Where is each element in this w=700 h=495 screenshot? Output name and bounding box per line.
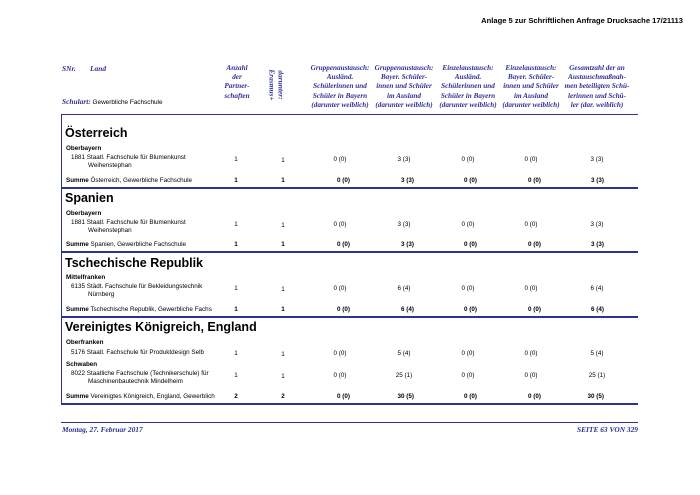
header-divider: [61, 114, 638, 115]
schulart-label: Schulart:: [62, 97, 91, 106]
school-name-line: 5176 Staatl. Fachschule für Produktdesign Selb: [71, 349, 205, 356]
cell-group-out: 3 (3): [397, 221, 411, 228]
header-line: Schüler in Bayern: [440, 91, 496, 100]
cell-group-out: 3 (3): [397, 156, 411, 163]
header-line: im Ausland: [514, 91, 548, 100]
header-land: Land: [90, 64, 107, 73]
cell-total: 3 (3): [590, 221, 604, 228]
cell-single-in: 0 (0): [461, 221, 475, 228]
header-line: Schülerinnen und: [313, 82, 367, 91]
header-line: innen und Schüler: [376, 82, 432, 91]
summe-text: Spanien, Gewerbliche Fachschule: [90, 241, 187, 248]
summe-group-out: 30 (5): [397, 393, 414, 400]
cell-erasmus: 1: [281, 286, 285, 293]
header-line: Ausländ.: [454, 73, 482, 82]
cell-anzahl: 1: [234, 285, 238, 292]
summe-group-out: 3 (3): [401, 241, 414, 248]
country-heading: Spanien: [65, 191, 114, 205]
summe-single-in: 0 (0): [464, 306, 477, 313]
school-name-line: Maschinenbautechnik Mindelheim: [88, 377, 183, 385]
summe-word: Summe: [66, 241, 89, 248]
region-label: Oberbayern: [66, 145, 102, 152]
header-line: Einzelaustausch:: [505, 64, 557, 72]
summe-single-out: 0 (0): [528, 177, 541, 184]
header-erasmus-line: Erasmus+: [268, 69, 277, 101]
header-line: Bayer. Schüler-: [507, 73, 555, 82]
cell-single-in: 0 (0): [461, 350, 475, 357]
cell-total: 3 (3): [590, 156, 604, 163]
school-name: [71, 154, 186, 169]
header-line: Schülerinnen und: [441, 82, 495, 91]
summe-total: 3 (3): [591, 177, 604, 184]
document-reference: Anlage 5 zur Schriftlichen Anfrage Drucksache 17/21113: [481, 16, 683, 25]
header-anzahl-line: schaften: [224, 91, 250, 100]
header-line: Ausländ.: [326, 73, 354, 82]
country-heading: Vereinigtes Königreich, England: [65, 320, 257, 334]
country-heading: Tschechische Republik: [65, 256, 204, 270]
header-schulart: [62, 97, 163, 106]
summe-single-in: 0 (0): [464, 241, 477, 248]
school-name: [71, 349, 204, 357]
school-name: [71, 370, 209, 385]
school-name-line: 6135 Städt. Fachschule für Bekleidungstechnik: [71, 283, 203, 290]
summe-total: 6 (4): [591, 306, 604, 313]
schulart-value: Gewerbliche Fachschule: [92, 99, 163, 106]
region-label: Schwaben: [66, 361, 98, 368]
summe-erasmus: 2: [281, 393, 285, 400]
cell-erasmus: 1: [281, 373, 285, 380]
section-divider: [61, 187, 638, 189]
summe-single-in: 0 (0): [464, 393, 477, 400]
header-line: innen und Schüler: [503, 82, 559, 91]
summe-group-in: 0 (0): [337, 241, 350, 248]
summe-total: 3 (3): [591, 241, 604, 248]
cell-anzahl: 1: [234, 221, 238, 228]
footer-page-number: SEITE 63 VON 329: [577, 425, 638, 434]
header-erasmus-line: darunter:: [276, 70, 286, 100]
region-label: Mittelfranken: [66, 274, 106, 281]
header-col-single-in: [434, 64, 502, 110]
header-line: ler (dar. weiblich): [570, 100, 624, 109]
school-name-line: Nürnberg: [88, 290, 115, 298]
school-name-line: 1881 Staatl. Fachschule für Blumenkunst: [71, 154, 186, 161]
summe-label: [66, 241, 186, 248]
summe-single-out: 0 (0): [528, 306, 541, 313]
summe-label: [66, 393, 215, 400]
summe-total: 30 (5): [587, 393, 604, 400]
cell-erasmus: 1: [281, 157, 285, 164]
header-snr: SNr.: [62, 64, 76, 73]
cell-total: 6 (4): [590, 285, 604, 292]
summe-anzahl: 1: [234, 306, 238, 313]
cell-total: 5 (4): [590, 350, 604, 357]
section-divider: [61, 251, 638, 253]
header-col-total: [560, 64, 634, 110]
summe-group-in: 0 (0): [337, 306, 350, 313]
cell-group-out: 6 (4): [397, 285, 411, 292]
summe-group-in: 0 (0): [337, 393, 350, 400]
header-anzahl-line: Anzahl: [226, 64, 248, 72]
school-name: [71, 283, 202, 298]
header-line: (darunter weiblich): [375, 100, 433, 109]
school-name-line: Weihenstephan: [88, 161, 132, 169]
summe-erasmus: 1: [281, 241, 285, 248]
header-col-group-in: [306, 64, 374, 110]
cell-single-out: 0 (0): [524, 285, 538, 292]
cell-erasmus: 1: [281, 351, 285, 358]
summe-anzahl: 1: [234, 177, 238, 184]
header-erasmus: [267, 69, 284, 100]
cell-anzahl: 1: [234, 350, 238, 357]
summe-single-in: 0 (0): [464, 177, 477, 184]
cell-anzahl: 1: [234, 156, 238, 163]
cell-single-out: 0 (0): [524, 350, 538, 357]
summe-word: Summe: [66, 177, 89, 184]
cell-single-out: 0 (0): [524, 372, 538, 379]
summe-erasmus: 1: [281, 177, 285, 184]
cell-erasmus: 1: [281, 222, 285, 229]
cell-group-out: 5 (4): [397, 350, 411, 357]
cell-group-in: 0 (0): [333, 372, 347, 379]
cell-group-out: 25 (1): [395, 372, 413, 379]
header-line: lerinnen und Schü-: [568, 91, 626, 100]
summe-text: Österreich, Gewerbliche Fachschule: [90, 177, 192, 184]
summe-single-out: 0 (0): [528, 393, 541, 400]
header-line: Gesamtzahl der an: [569, 64, 625, 72]
summe-group-out: 6 (4): [401, 306, 414, 313]
summe-erasmus: 1: [281, 306, 285, 313]
header-line: Gruppenaustausch:: [374, 64, 434, 72]
summe-text: Vereinigtes Königreich, England, Gewerblich: [90, 393, 215, 400]
cell-anzahl: 1: [234, 372, 238, 379]
summe-group-in: 0 (0): [337, 177, 350, 184]
cell-single-in: 0 (0): [461, 156, 475, 163]
header-line: Austauschmaßnah-: [568, 73, 626, 82]
country-heading: Österreich: [65, 126, 128, 140]
header-line: Bayer. Schüler-: [380, 73, 428, 82]
cell-single-out: 0 (0): [524, 156, 538, 163]
cell-group-in: 0 (0): [333, 156, 347, 163]
header-line: (darunter weiblich): [502, 100, 560, 109]
header-line: men beteiligten Schü-: [564, 82, 630, 91]
school-name-line: 8022 Staatliche Fachschule (Technikerschule) für: [71, 370, 209, 377]
header-line: Gruppenaustausch:: [310, 64, 370, 72]
cell-group-in: 0 (0): [333, 221, 347, 228]
header-anzahl-line: der: [232, 73, 242, 82]
header-col-single-out: [497, 64, 565, 110]
cell-group-in: 0 (0): [333, 350, 347, 357]
cell-single-out: 0 (0): [524, 221, 538, 228]
header-anzahl: [220, 64, 254, 101]
school-name-line: Weihenstephan: [88, 226, 132, 234]
summe-word: Summe: [66, 393, 89, 400]
summe-text: Tschechische Republik, Gewerbliche Fachs: [90, 306, 212, 313]
cell-group-in: 0 (0): [333, 285, 347, 292]
header-line: Einzelaustausch:: [442, 64, 494, 72]
cell-single-in: 0 (0): [461, 285, 475, 292]
header-anzahl-line: Partner-: [224, 82, 250, 91]
cell-total: 25 (1): [588, 372, 606, 379]
header-col-group-out: [370, 64, 438, 110]
footer-divider: [61, 422, 638, 423]
region-label: Oberfranken: [66, 339, 104, 346]
summe-group-out: 3 (3): [401, 177, 414, 184]
summe-word: Summe: [66, 306, 89, 313]
school-name: [71, 219, 186, 234]
header-line: Schüler in Bayern: [312, 91, 368, 100]
header-line: im Ausland: [387, 91, 421, 100]
summe-anzahl: 1: [234, 241, 238, 248]
header-line: (darunter weiblich): [311, 100, 369, 109]
summe-single-out: 0 (0): [528, 241, 541, 248]
section-divider: [61, 316, 638, 318]
footer-date: Montag, 27. Februar 2017: [62, 425, 143, 434]
region-label: Oberbayern: [66, 210, 102, 217]
summe-label: [66, 306, 212, 313]
summe-anzahl: 2: [234, 393, 238, 400]
section-divider: [61, 403, 638, 405]
left-rule: [61, 115, 62, 404]
summe-label: [66, 177, 192, 184]
cell-single-in: 0 (0): [461, 372, 475, 379]
header-line: (darunter weiblich): [439, 100, 497, 109]
school-name-line: 1881 Staatl. Fachschule für Blumenkunst: [71, 219, 186, 226]
